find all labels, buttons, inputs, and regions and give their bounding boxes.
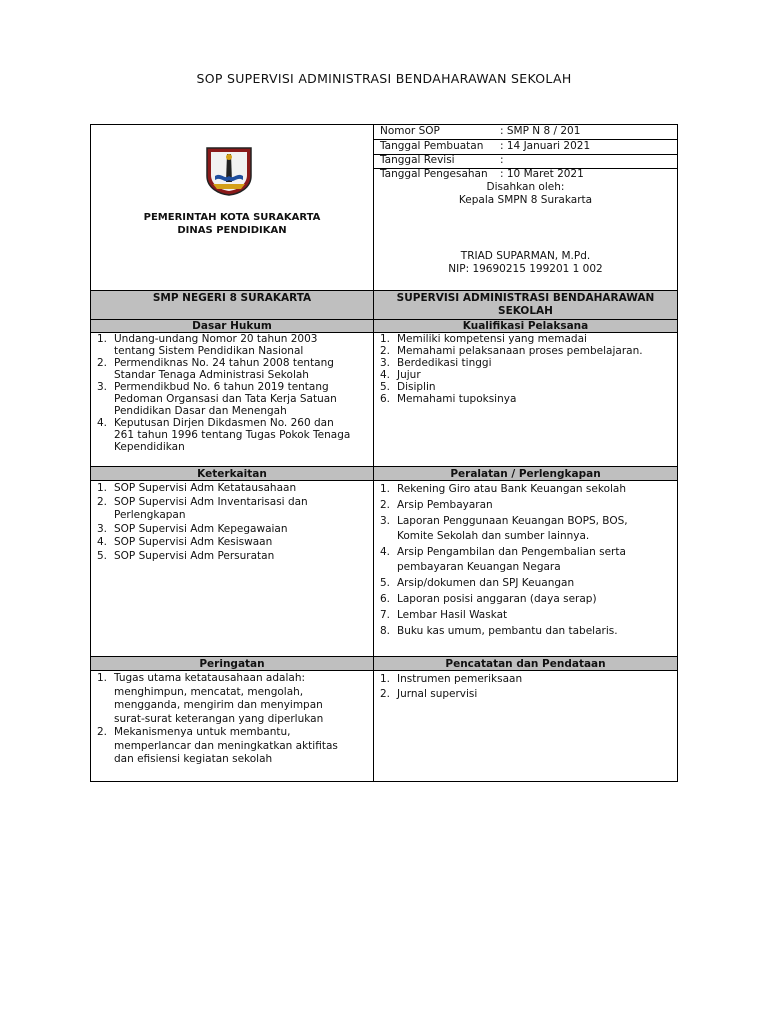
list-item: 3. Permendikbud No. 6 tahun 2019 tentang Pedoman Organsasi dan Tata Kerja Satuan Pendidikan Dasar dan Menengah — [97, 381, 337, 417]
list-item: 3. Laporan Penggunaan Keuangan BOPS, BOS, Komite Sekolah dan sumber lainnya. — [380, 515, 628, 542]
org-line-2: DINAS PENDIDIKAN — [177, 225, 287, 236]
list-item: 6. Laporan posisi anggaran (daya serap) — [380, 593, 597, 605]
meta-key: Tanggal Pembuatan — [380, 140, 484, 152]
meta-key: Tanggal Pengesahan — [380, 168, 488, 180]
org-name — [92, 211, 372, 237]
keterkaitan-list — [91, 482, 373, 563]
school-name-cell — [91, 291, 373, 320]
row-divider — [90, 480, 678, 481]
header-keterkaitan: Keterkaitan — [91, 467, 373, 480]
signatory-block — [374, 250, 677, 276]
list-item: 1. Undang-undang Nomor 20 tahun 2003 tentang Sistem Pendidikan Nasional — [97, 333, 318, 357]
list-item: 5. Arsip/dokumen dan SPJ Keuangan — [380, 577, 575, 589]
peringatan-list — [91, 672, 373, 767]
row-divider — [90, 670, 678, 671]
document-title: SOP SUPERVISI ADMINISTRASI BENDAHARAWAN SEKOLAH — [196, 71, 572, 86]
list-item: 4. Jujur — [380, 369, 421, 381]
signatory-name: TRIAD SUPARMAN, M.Pd. — [460, 250, 591, 262]
list-item: 5. Disiplin — [380, 381, 436, 393]
meta-value: : SMP N 8 / 201 — [500, 125, 581, 137]
list-item: 2. Mekanismenya untuk membantu, memperlancar dan meningkatkan aktifitas dan efisiensi kegiatan sekolah — [97, 726, 338, 765]
header-pencatatan: Pencatatan dan Pendataan — [374, 657, 677, 670]
school-name: SMP NEGERI 8 SURAKARTA — [152, 292, 312, 304]
list-item: 8. Buku kas umum, pembantu dan tabelaris. — [380, 625, 618, 637]
header-peralatan: Peralatan / Perlengkapan — [374, 467, 677, 480]
list-item: 2. SOP Supervisi Adm Inventarisasi dan Perlengkapan — [97, 495, 308, 521]
list-item: 3. Berdedikasi tinggi — [380, 357, 492, 369]
meta-row-nomor — [374, 124, 677, 140]
meta-value: : 14 Januari 2021 — [500, 140, 591, 152]
sop-title-cell — [374, 291, 677, 320]
list-item: 7. Lembar Hasil Waskat — [380, 609, 508, 621]
approval-line-2: Kepala SMPN 8 Surakarta — [458, 194, 593, 206]
list-item: 6. Memahami tupoksinya — [380, 393, 517, 405]
list-item: 2. Arsip Pembayaran — [380, 499, 493, 511]
list-item: 4. Arsip Pengambilan dan Pengembalian serta pembayaran Keuangan Negara — [380, 546, 626, 573]
list-item: 4. Keputusan Dirjen Dikdasmen No. 260 dan 261 tahun 1996 tentang Tugas Pokok Tenaga Kependidikan — [97, 417, 351, 453]
meta-row-pengesahan — [374, 167, 677, 182]
signatory-nip: NIP: 19690215 199201 1 002 — [448, 263, 603, 275]
header-dasar-hukum: Dasar Hukum — [91, 320, 373, 332]
meta-value: : — [500, 154, 504, 166]
meta-value: : 10 Maret 2021 — [500, 168, 584, 180]
org-line-1: PEMERINTAH KOTA SURAKARTA — [143, 212, 321, 223]
peralatan-list — [374, 482, 677, 640]
list-item: 4. SOP Supervisi Adm Kesiswaan — [97, 536, 273, 548]
list-item: 2. Jurnal supervisi — [380, 688, 478, 700]
list-item: 1. Instrumen pemeriksaan — [380, 673, 523, 685]
pencatatan-list — [374, 672, 677, 702]
list-item: 1. Rekening Giro atau Bank Keuangan sekolah — [380, 483, 626, 495]
kualifikasi-list — [374, 333, 677, 405]
list-item: 1. SOP Supervisi Adm Ketatausahaan — [97, 482, 297, 494]
list-item: 2. Permendiknas No. 24 tahun 2008 tentang Standar Tenaga Administrasi Sekolah — [97, 357, 334, 381]
list-item: 2. Memahami pelaksanaan proses pembelajaran. — [380, 345, 643, 357]
header-peringatan: Peringatan — [91, 657, 373, 670]
sop-title-line-2: SEKOLAH — [498, 305, 553, 317]
meta-key: Nomor SOP — [380, 125, 440, 137]
approval-line-1: Disahkan oleh: — [486, 181, 565, 193]
list-item: 1. Memiliki kompetensi yang memadai — [380, 333, 587, 345]
approval-block — [374, 181, 677, 207]
list-item: 3. SOP Supervisi Adm Kepegawaian — [97, 522, 288, 535]
sop-title-line-1: SUPERVISI ADMINISTRASI BENDAHARAWAN — [396, 292, 655, 304]
dasar-hukum-list — [91, 333, 373, 453]
meta-key: Tanggal Revisi — [380, 154, 455, 166]
list-item: 5. SOP Supervisi Adm Persuratan — [97, 549, 275, 562]
surakarta-coat-of-arms-logo — [205, 146, 253, 196]
header-kualifikasi: Kualifikasi Pelaksana — [374, 320, 677, 332]
list-item: 1. Tugas utama ketatausahaan adalah: menghimpun, mencatat, mengolah, mengganda, mengirim dan menyimpan surat-surat keterangan yang diperlukan — [97, 672, 324, 725]
